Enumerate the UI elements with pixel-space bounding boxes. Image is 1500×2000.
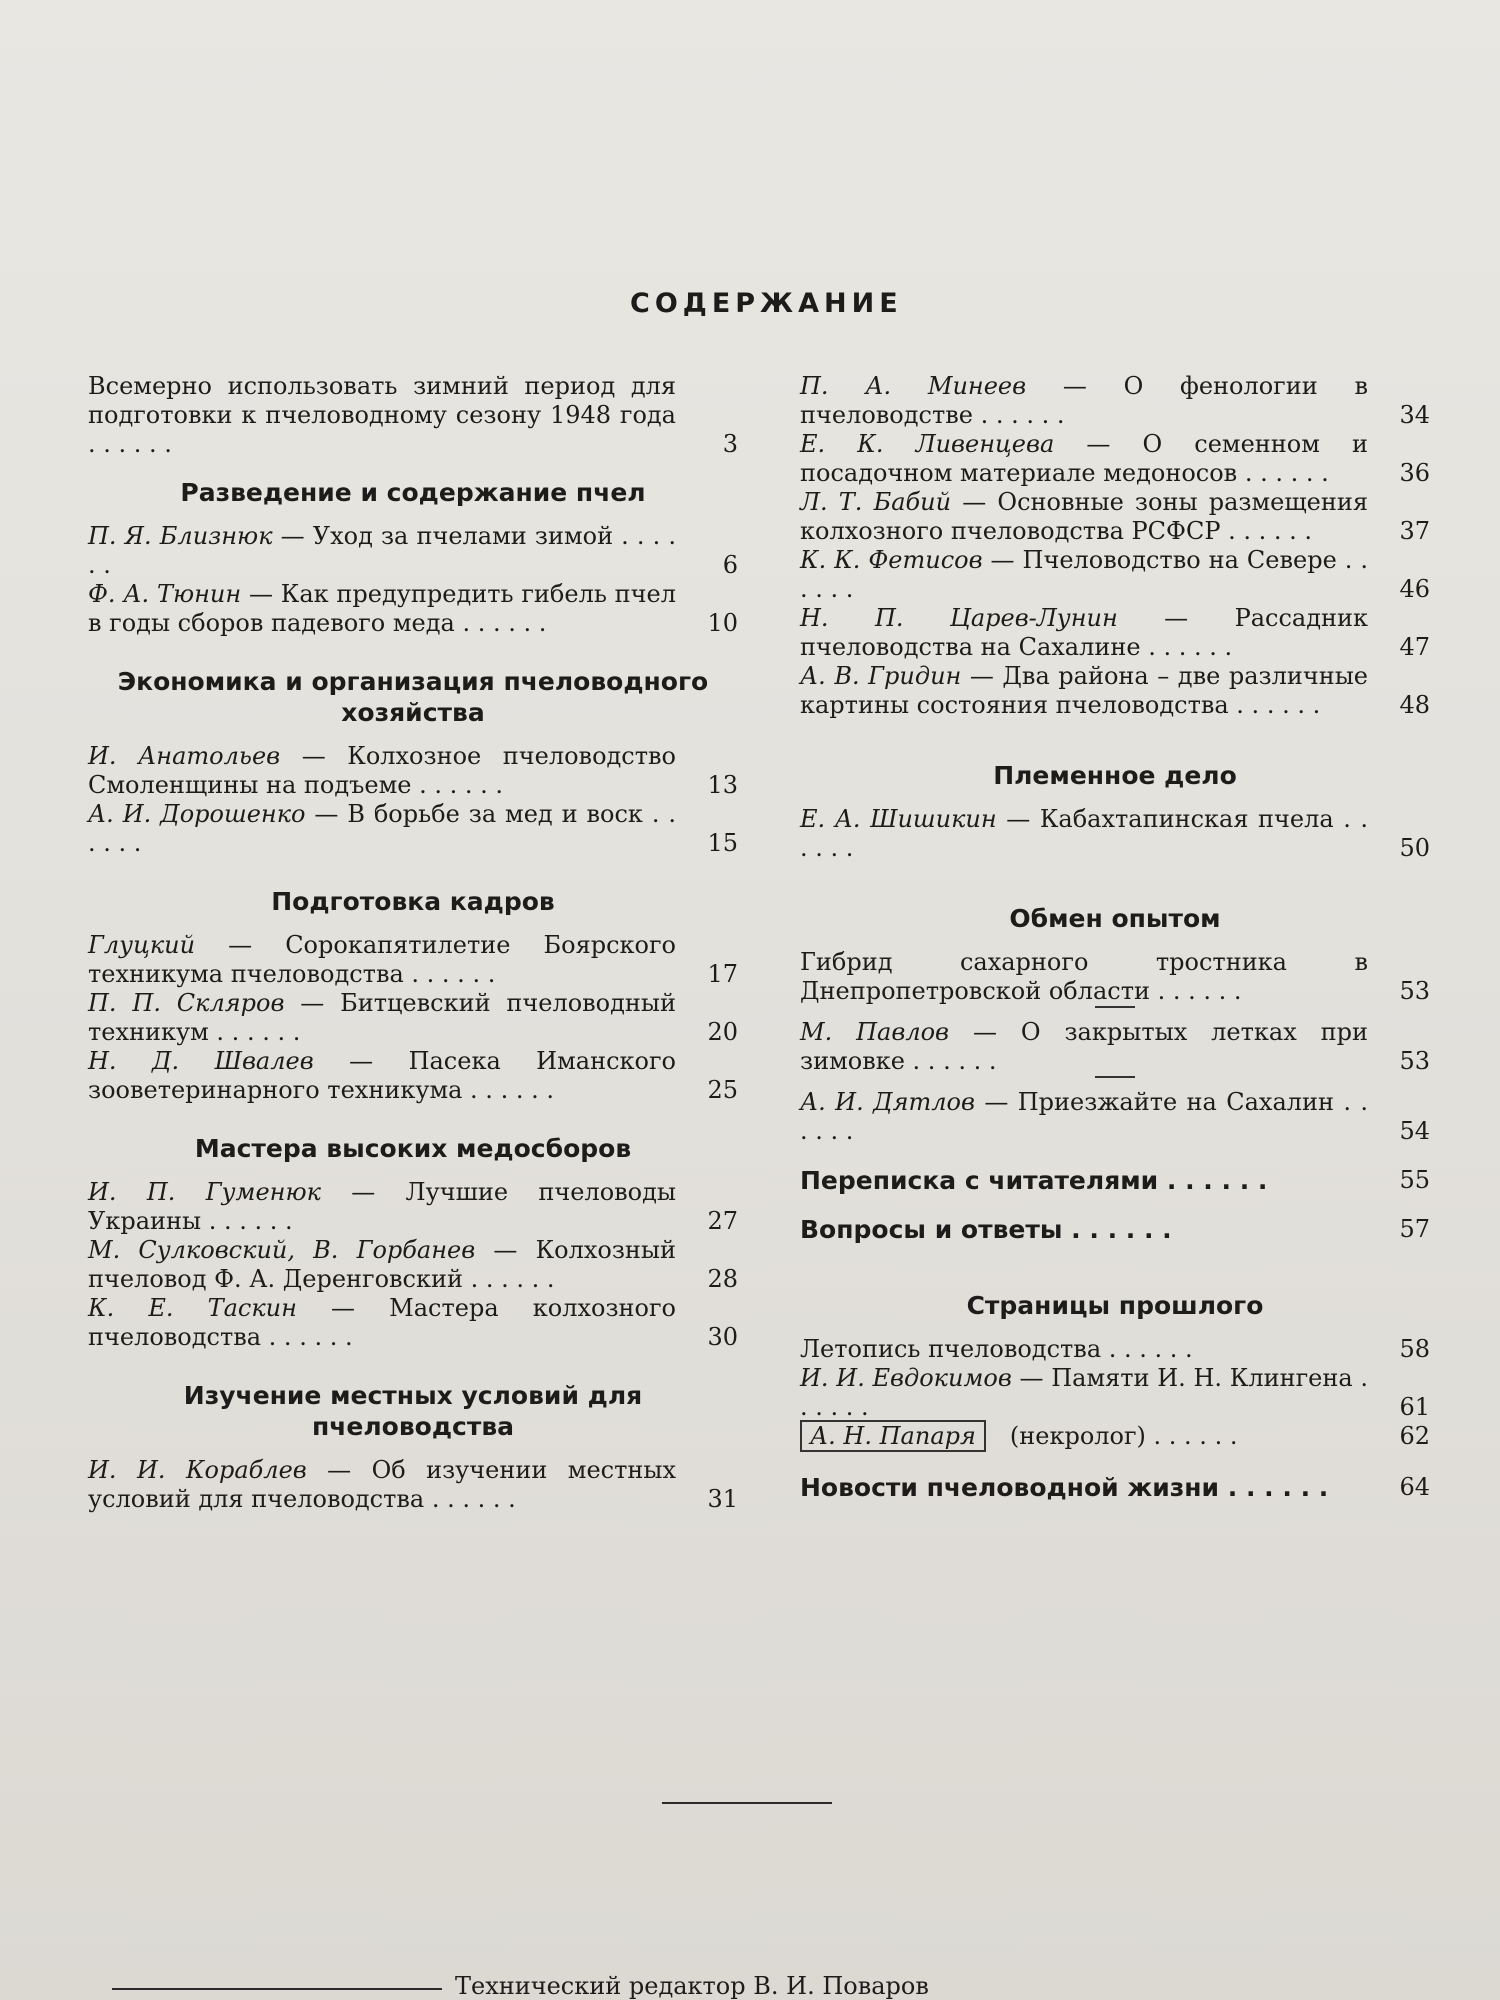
entry-title: Основные зоны размещения колхозного пчеловодства РСФСР xyxy=(800,488,1368,545)
toc-entry xyxy=(88,800,738,858)
entry-text: А. И. Дятлов — Приезжайте на Сахалин . . . . . . xyxy=(800,1088,1369,1145)
entry-author: Н. П. Царев-Лунин xyxy=(800,604,1118,632)
entry-title: Кабахтапинская пчела xyxy=(1039,805,1334,833)
entry-separator-dash xyxy=(1095,1006,1135,1008)
entry-author: М. Павлов xyxy=(800,1018,950,1046)
toc-entry xyxy=(88,1294,738,1352)
entry-text: Всемерно использовать зимний период для подготовки к пчеловодному сезону 1948 года . . . . . . xyxy=(88,372,676,458)
section-heading: Страницы прошлого xyxy=(966,1291,1264,1320)
entry-text: Вопросы и ответы . . . . . . xyxy=(800,1215,1172,1244)
entry-author: П. Я. Близнюк xyxy=(88,522,273,550)
entry-author: К. Е. Таскин xyxy=(88,1294,297,1322)
entry-author: К. К. Фетисов xyxy=(800,546,983,574)
entry-author: Е. А. Шишикин xyxy=(800,805,997,833)
section-heading: Разведение и содержание пчел xyxy=(180,478,646,507)
entry-text: Н. П. Царев-Лунин — Рассадник пчеловодства на Сахалине . . . . . . xyxy=(800,604,1368,661)
toc-entry xyxy=(800,1422,1430,1451)
entry-text: М. Сулковский, В. Горбанев — Колхозный пчеловод Ф. А. Деренговский . . . . . . xyxy=(88,1236,676,1293)
entry-author: Е. К. Ливенцева xyxy=(800,430,1055,458)
section-heading: Экономика и организация пчеловодного хозяйства xyxy=(117,667,709,727)
entry-author: И. И. Кораблев xyxy=(88,1456,307,1484)
entry-page-number: 13 xyxy=(707,771,738,799)
entry-text: Глуцкий — Сорокапятилетие Боярского техникума пчеловодства . . . . . . xyxy=(88,931,677,988)
entry-page-number: 53 xyxy=(1399,1047,1430,1075)
entry-text: А. Н. Папаря (некролог) . . . . . . xyxy=(800,1422,1368,1451)
entry-text: Новости пчеловодной жизни . . . . . . xyxy=(800,1473,1329,1502)
entry-title: Летопись пчеловодства xyxy=(800,1335,1102,1363)
entry-page-number: 6 xyxy=(722,551,738,579)
closing-divider xyxy=(662,1802,832,1804)
entry-text: П. П. Скляров — Битцевский пчеловодный техникум . . . . . . xyxy=(88,989,676,1046)
toc-entry xyxy=(800,805,1430,863)
entry-page-number: 34 xyxy=(1399,401,1430,429)
section-heading: Мастера высоких медосборов xyxy=(194,1134,632,1163)
toc-entry xyxy=(88,989,738,1047)
toc-entry xyxy=(88,1236,738,1294)
entry-text: К. К. Фетисов — Пчеловодство на Севере . . . . . . xyxy=(800,546,1368,603)
entry-title: Лучшие пчеловоды Украины xyxy=(88,1178,676,1235)
entry-text: К. Е. Таскин — Мастера колхозного пчеловодства . . . . . . xyxy=(88,1294,676,1351)
entry-text: Летопись пчеловодства . . . . . . xyxy=(800,1335,1193,1363)
entry-author: А. И. Дятлов xyxy=(800,1088,975,1116)
entry-title: Всемерно использовать зимний период для подготовки к пчеловодному сезону 1948 года xyxy=(88,372,676,429)
entry-author: Л. Т. Бабий xyxy=(800,488,952,516)
entry-title: Гибрид сахарного тростника в Днепропетровской области xyxy=(800,948,1368,1005)
entry-title: Битцевский пчеловодный техникум xyxy=(88,989,676,1046)
entry-page-number: 31 xyxy=(707,1485,738,1513)
entry-author: И. П. Гуменюк xyxy=(88,1178,321,1206)
toc-right-column xyxy=(800,372,1430,1502)
toc-entry xyxy=(88,742,738,800)
toc-entry xyxy=(88,372,738,459)
entry-page-number: 27 xyxy=(707,1207,738,1235)
toc-entry xyxy=(88,1047,738,1105)
technical-editor-credit: Технический редактор В. И. Поваров xyxy=(455,1972,929,2000)
entry-page-number: 53 xyxy=(1399,977,1430,1005)
entry-author: Глуцкий xyxy=(88,931,196,959)
entry-page-number: 50 xyxy=(1399,834,1430,862)
entry-title: Два района – две различные картины состояния пчеловодства xyxy=(800,662,1368,719)
entry-text: Е. К. Ливенцева — О семенном и посадочном материале медоносов . . . . . . xyxy=(800,430,1368,487)
toc-entry xyxy=(800,948,1430,1006)
entry-author: И. Анатольев xyxy=(88,742,281,770)
toc-entry xyxy=(800,1166,1430,1195)
toc-entry xyxy=(88,580,738,638)
entry-title: О закрытых летках при зимовке xyxy=(800,1018,1368,1075)
entry-text: М. Павлов — О закрытых летках при зимовке . . . . . . xyxy=(800,1018,1368,1075)
section-heading: Подготовка кадров xyxy=(271,887,555,916)
entry-page-number: 47 xyxy=(1399,633,1430,661)
entry-page-number: 64 xyxy=(1399,1473,1430,1501)
entry-text: Е. А. Шишикин — Кабахтапинская пчела . . . . . . xyxy=(800,805,1369,862)
entry-page-number: 62 xyxy=(1399,1422,1430,1450)
entry-page-number: 17 xyxy=(707,960,738,988)
toc-entry xyxy=(800,1088,1430,1146)
toc-entry xyxy=(800,604,1430,662)
entry-title: Пчеловодство на Севере xyxy=(1022,546,1337,574)
entry-text: И. И. Кораблев — Об изучении местных условий для пчеловодства . . . . . . xyxy=(88,1456,676,1513)
entry-author: И. И. Евдокимов xyxy=(800,1364,1012,1392)
entry-text: Гибрид сахарного тростника в Днепропетровской области . . . . . . xyxy=(800,948,1368,1005)
entry-text: И. П. Гуменюк — Лучшие пчеловоды Украины . . . . . . xyxy=(88,1178,676,1235)
entry-text: Ф. А. Тюнин — Как предупредить гибель пчел в годы сборов падевого меда . . . . . . xyxy=(88,580,676,637)
entry-title: В борьбе за мед и воск xyxy=(347,800,643,828)
entry-text: А. И. Дорошенко — В борьбе за мед и воск . . . . . . xyxy=(88,800,676,857)
entry-title: Пасека Иманского зооветеринарного техникума xyxy=(88,1047,677,1104)
toc-entry xyxy=(800,430,1430,488)
toc-entry xyxy=(88,1178,738,1236)
toc-entry xyxy=(800,662,1430,720)
entry-author: М. Сулковский, В. Горбанев xyxy=(88,1236,476,1264)
entry-page-number: 25 xyxy=(707,1076,738,1104)
entry-text: А. В. Гридин — Два района – две различные картины состояния пчеловодства . . . . . . xyxy=(800,662,1368,719)
toc-entry xyxy=(800,1335,1430,1364)
entry-author: Н. Д. Швалев xyxy=(88,1047,314,1075)
section-heading: Обмен опытом xyxy=(1009,904,1221,933)
entry-text: П. Я. Близнюк — Уход за пчелами зимой . . . . . . xyxy=(88,522,677,579)
entry-text: Н. Д. Швалев — Пасека Иманского зооветеринарного техникума . . . . . . xyxy=(88,1047,677,1104)
toc-entry xyxy=(800,1473,1430,1502)
entry-title: Мастера колхозного пчеловодства xyxy=(88,1294,676,1351)
toc-entry xyxy=(800,1364,1430,1422)
entry-separator-dash xyxy=(1095,1076,1135,1078)
entry-title: Об изучении местных условий для пчеловодства xyxy=(88,1456,676,1513)
entry-page-number: 37 xyxy=(1399,517,1430,545)
page-title: СОДЕРЖАНИЕ xyxy=(630,288,903,319)
entry-author: П. А. Минеев xyxy=(800,372,1027,400)
entry-page-number: 15 xyxy=(707,829,738,857)
toc-entry xyxy=(800,1018,1430,1076)
entry-title: Рассадник пчеловодства на Сахалине xyxy=(800,604,1368,661)
entry-title: Сорокапятилетие Боярского техникума пчеловодства xyxy=(88,931,677,988)
entry-text: И. И. Евдокимов — Памяти И. Н. Клингена . . . . . . xyxy=(800,1364,1368,1421)
entry-title: Вопросы и ответы xyxy=(800,1215,1063,1244)
entry-title: О семенном и посадочном материале медоносов xyxy=(800,430,1368,487)
toc-entry xyxy=(800,1215,1430,1244)
entry-page-number: 20 xyxy=(707,1018,738,1046)
entry-title: О фенологии в пчеловодстве xyxy=(800,372,1368,429)
entry-page-number: 48 xyxy=(1399,691,1430,719)
entry-page-number: 55 xyxy=(1399,1166,1430,1194)
entry-page-number: 28 xyxy=(707,1265,738,1293)
entry-title: Колхозный пчеловод Ф. А. Деренговский xyxy=(88,1236,676,1293)
entry-text: Переписка с читателями . . . . . . xyxy=(800,1166,1268,1195)
entry-title: Как предупредить гибель пчел в годы сборов падевого меда xyxy=(88,580,676,637)
entry-title: Памяти И. Н. Клингена xyxy=(1051,1364,1353,1392)
entry-title: Приезжайте на Сахалин xyxy=(1017,1088,1334,1116)
toc-entry xyxy=(800,372,1430,430)
entry-page-number: 3 xyxy=(722,430,738,458)
section-heading: Племенное дело xyxy=(993,761,1237,790)
entry-text: П. А. Минеев — О фенологии в пчеловодстве . . . . . . xyxy=(800,372,1368,429)
entry-author: А. И. Дорошенко xyxy=(88,800,306,828)
entry-page-number: 58 xyxy=(1399,1335,1430,1363)
entry-page-number: 10 xyxy=(707,609,738,637)
entry-title: (некролог) xyxy=(1009,1422,1146,1450)
toc-entry xyxy=(88,1456,738,1514)
entry-page-number: 46 xyxy=(1399,575,1430,603)
toc-entry xyxy=(800,488,1430,546)
obituary-name-box: А. Н. Папаря xyxy=(800,1420,986,1452)
section-heading: Изучение местных условий для пчеловодства xyxy=(183,1381,643,1441)
toc-entry xyxy=(800,546,1430,604)
footer-divider xyxy=(112,1988,442,1990)
toc-left-column xyxy=(88,372,738,1514)
entry-page-number: 57 xyxy=(1399,1215,1430,1243)
entry-title: Уход за пчелами зимой xyxy=(312,522,614,550)
entry-author: Ф. А. Тюнин xyxy=(88,580,242,608)
entry-text: И. Анатольев — Колхозное пчеловодство Смоленщины на подъеме . . . . . . xyxy=(88,742,676,799)
entry-title: Колхозное пчеловодство Смоленщины на подъеме xyxy=(88,742,676,799)
entry-title: Переписка с читателями xyxy=(800,1166,1159,1195)
entry-text: Л. Т. Бабий — Основные зоны размещения колхозного пчеловодства РСФСР . . . . . . xyxy=(800,488,1368,545)
entry-author: П. П. Скляров xyxy=(88,989,285,1017)
entry-page-number: 54 xyxy=(1399,1117,1430,1145)
toc-entry xyxy=(88,522,738,580)
toc-entry xyxy=(88,931,738,989)
entry-page-number: 36 xyxy=(1399,459,1430,487)
entry-page-number: 30 xyxy=(707,1323,738,1351)
entry-title: Новости пчеловодной жизни xyxy=(800,1473,1220,1502)
entry-page-number: 61 xyxy=(1399,1393,1430,1421)
entry-author: А. В. Гридин xyxy=(800,662,962,690)
